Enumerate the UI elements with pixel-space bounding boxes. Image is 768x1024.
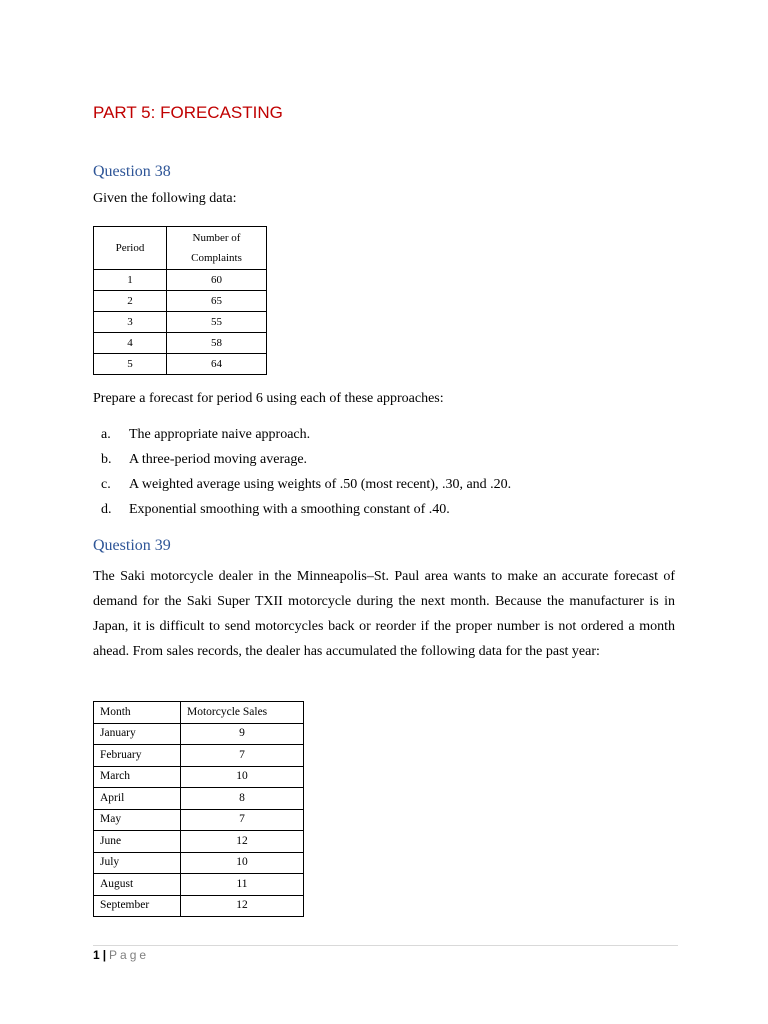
table-row [94,852,304,874]
table-row [94,895,304,917]
period-cell: 1 [94,270,167,291]
table-row [94,723,304,745]
month-cell: May [94,809,181,831]
option-text: Exponential smoothing with a smoothing constant of .40. [129,502,450,517]
option-label: d. [101,502,112,517]
question-39-heading: Question 39 [93,537,171,554]
complaints-header-line2: Complaints [191,252,242,264]
table-row [94,809,304,831]
table-row [94,874,304,896]
table-row [94,831,304,853]
option-text: The appropriate naive approach. [129,427,311,442]
option-label: c. [101,477,111,492]
question-38-heading: Question 38 [93,163,171,180]
table-row [94,766,304,788]
table-header-row [94,702,304,724]
table-row [94,354,267,375]
complaints-cell: 65 [167,291,267,312]
option-label: b. [101,452,112,467]
period-cell: 5 [94,354,167,375]
table-row [94,270,267,291]
complaints-cell: 60 [167,270,267,291]
footer-separator: | [102,948,107,962]
list-item [101,501,511,526]
month-cell: April [94,788,181,810]
page-label: Page [109,948,150,962]
footer-divider [93,945,678,946]
question-39-paragraph: The Saki motorcycle dealer in the Minneapolis–St. Paul area wants to make an accurate forecast of demand for the Saki Super TXII motorcycle during the next month. Because the manufacturer is in Japan, it is difficult to send motorcycles back or reorder if the proper number is not ordered a month ahead. From sales records, the dealer has accumulated the following data for the past year: [93,569,675,659]
period-cell: 3 [94,312,167,333]
sales-cell: 7 [181,745,304,767]
period-cell: 4 [94,333,167,354]
complaints-header [167,227,267,270]
list-item [101,426,511,451]
options-list [101,426,511,526]
option-text: A weighted average using weights of .50 (most recent), .30, and .20. [129,477,512,492]
complaints-cell: 58 [167,333,267,354]
page-number: 1 [93,948,100,962]
month-cell: February [94,745,181,767]
page-footer [93,948,149,962]
part-title: PART 5: FORECASTING [93,103,283,122]
sales-cell: 11 [181,874,304,896]
complaints-cell: 55 [167,312,267,333]
table-row [94,745,304,767]
table-header-row [94,227,267,270]
sales-cell: 10 [181,852,304,874]
complaints-header-line1: Number of [192,232,241,244]
table-row [94,291,267,312]
sales-cell: 7 [181,809,304,831]
complaints-cell: 64 [167,354,267,375]
month-cell: January [94,723,181,745]
period-header: Period [94,227,167,270]
question-38-intro: Given the following data: [93,191,237,206]
table-row [94,312,267,333]
sales-cell: 12 [181,831,304,853]
table-row [94,333,267,354]
motorcycle-sales-table [93,701,304,917]
month-cell: July [94,852,181,874]
option-text: A three-period moving average. [129,452,308,467]
option-label: a. [101,427,111,442]
table-row [94,788,304,810]
sales-cell: 10 [181,766,304,788]
sales-cell: 8 [181,788,304,810]
month-cell: March [94,766,181,788]
month-header: Month [94,702,181,724]
sales-header: Motorcycle Sales [181,702,304,724]
list-item [101,451,511,476]
list-item [101,476,511,501]
sales-cell: 9 [181,723,304,745]
question-38-prompt: Prepare a forecast for period 6 using each of these approaches: [93,391,444,406]
month-cell: August [94,874,181,896]
month-cell: September [94,895,181,917]
period-cell: 2 [94,291,167,312]
sales-cell: 12 [181,895,304,917]
month-cell: June [94,831,181,853]
complaints-table [93,226,267,375]
